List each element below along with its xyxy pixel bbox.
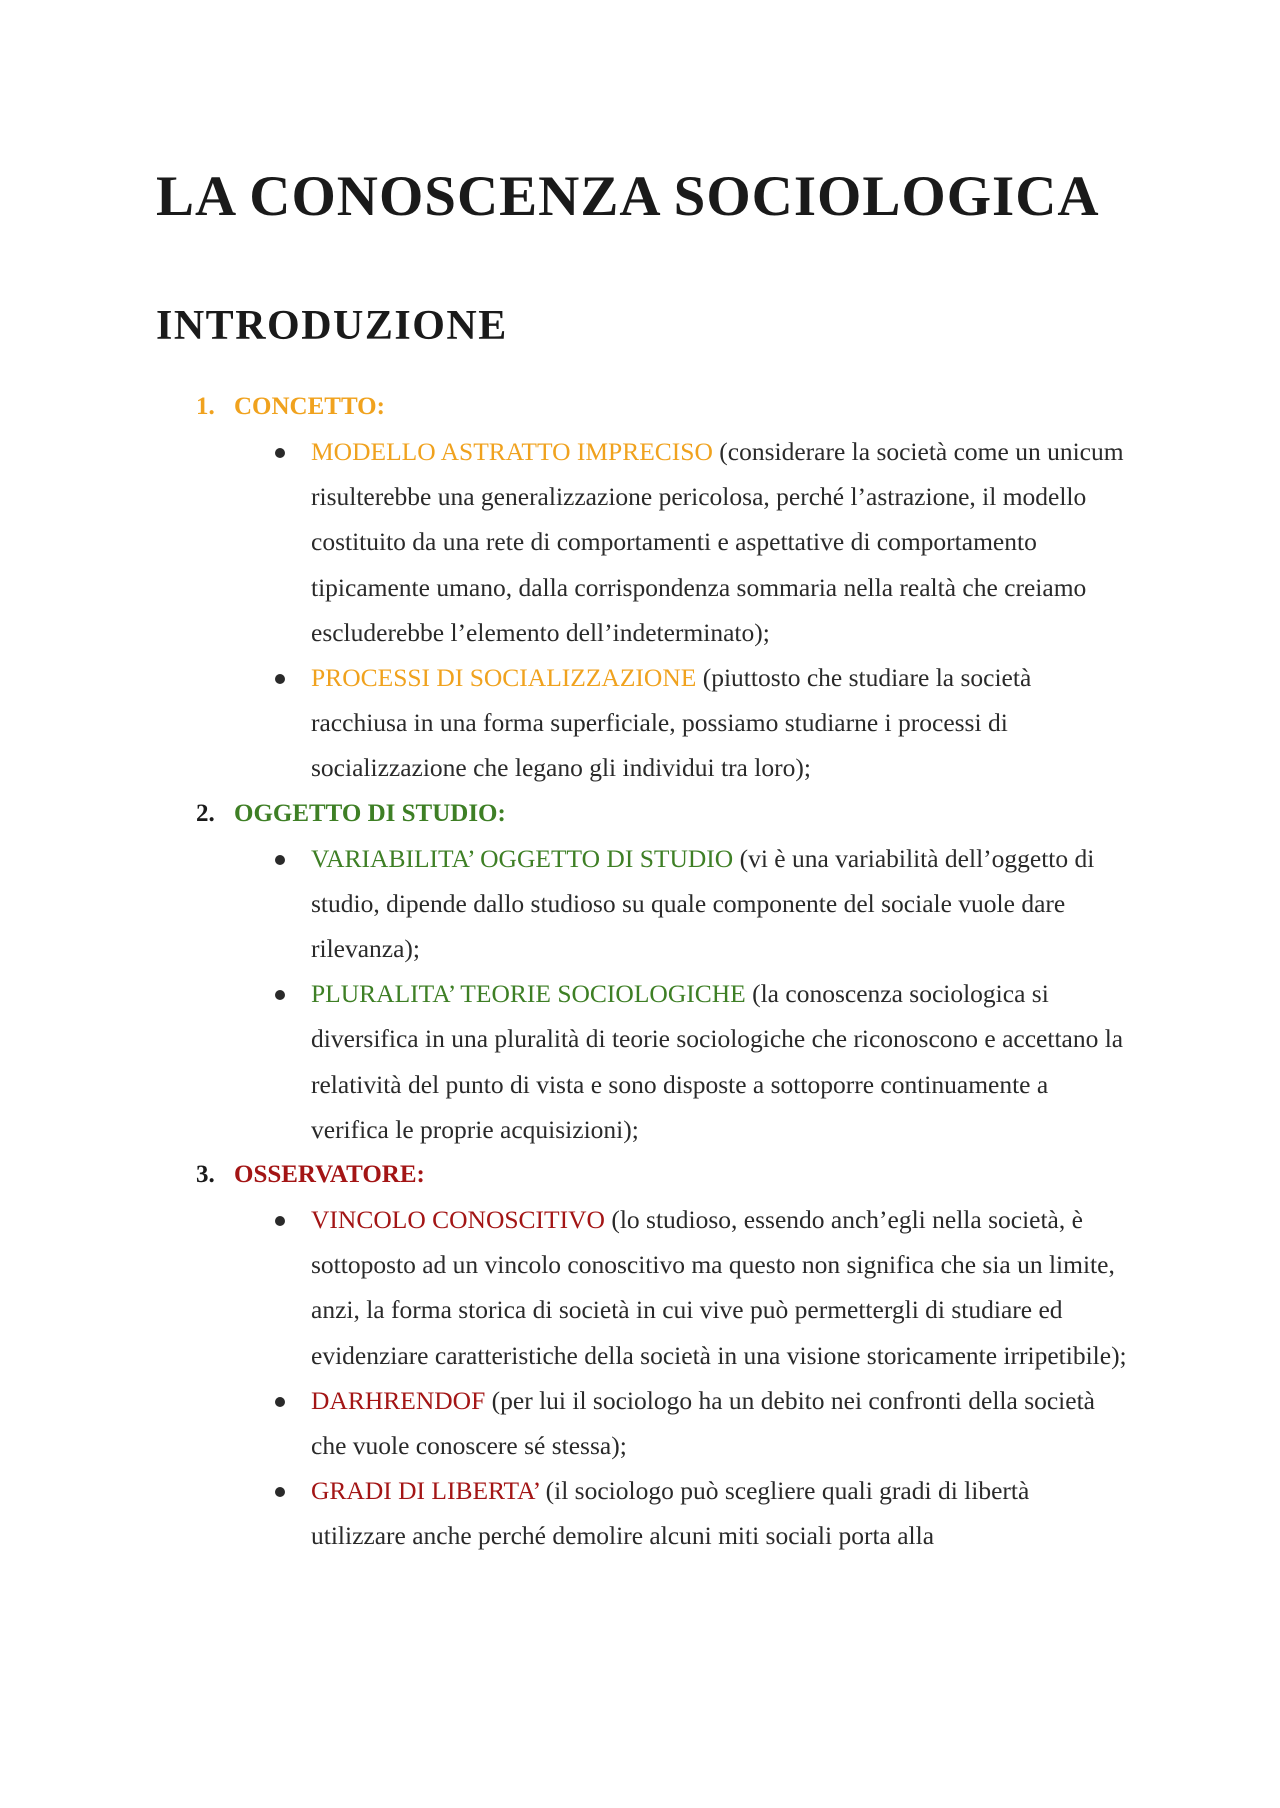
outline-heading-text: CONCETTO: [234,393,385,420]
bullet-keyword: PROCESSI DI SOCIALIZZAZIONE [311,663,697,693]
bullet-text: (lo studioso, essendo anch’egli nella società, è sottoposto ad un vincolo conoscitivo ma questo non significa che sia un limite, anzi, la forma storica di società in cui vive può permettergli di studiare ed evidenziare caratteristiche della società in una visione storicamente irripetibile); [311,1205,1127,1370]
bullet-dot-icon [275,1487,285,1497]
bullet-keyword: VARIABILITA’ OGGETTO DI STUDIO [311,843,734,873]
bullet-dot-icon [275,855,285,865]
bullet-text: (per lui il sociologo ha un debito nei confronti della società che vuole conoscere sé stessa); [311,1385,1095,1461]
outline-item-oggetto-di-studio [156,791,1146,1152]
outline-number: 3. [196,1161,215,1189]
bullet-keyword: VINCOLO CONOSCITIVO [311,1205,605,1235]
outline-heading-osservatore [156,1152,1146,1197]
outline-heading-oggetto-di-studio [156,791,1146,836]
bullet-pluralita-teorie [156,971,1146,1152]
bullet-text: (piuttosto che studiare la società racchiusa in una forma superficiale, possiamo studiarne i processi di socializzazione che legano gli individui tra loro); [311,663,1032,783]
outline-heading-concetto [156,384,1146,429]
bullet-text: (il sociologo può scegliere quali gradi di libertà utilizzare anche perché demolire alcuni miti sociali porta alla [311,1476,1030,1551]
bullet-keyword: GRADI DI LIBERTA’ [311,1476,540,1506]
bullet-dot-icon [275,990,285,1000]
bullet-keyword: DARHRENDOF [311,1385,486,1415]
outline-item-osservatore [156,1152,1146,1559]
bullet-list-concetto [156,429,1146,791]
bullet-keyword: PLURALITA’ TEORIE SOCIOLOGICHE [311,979,746,1009]
bullet-keyword: MODELLO ASTRATTO IMPRECISO [311,437,713,466]
bullet-vincolo-conoscitivo [156,1197,1146,1378]
outline-heading-text: OGGETTO DI STUDIO: [234,799,506,827]
bullet-dot-icon [275,1397,285,1407]
numbered-outline [156,384,1146,1559]
document-title: LA CONOSCENZA SOCIOLOGICA [156,165,1100,228]
bullet-modello-astratto [156,429,1146,655]
bullet-dot-icon [275,448,285,458]
bullet-text: (considerare la società come un unicum risulterebbe una generalizzazione pericolosa, perché l’astrazione, il modello costituito da una rete di comportamenti e aspettative di comportamento tipicamente umano, dalla corrispondenza sommaria nella realtà che creiamo escluderebbe l’elemento dell’indeterminato); [311,437,1124,647]
bullet-list-osservatore [156,1197,1146,1559]
bullet-text: (la conoscenza sociologica si diversifica in una pluralità di teorie sociologiche che riconoscono e accettano la relatività del punto di vista e sono disposte a sottoporre continuamente a verifica le proprie acquisizioni); [311,979,1124,1144]
bullet-processi-socializzazione [156,655,1146,791]
bullet-dot-icon [275,1216,285,1226]
bullet-gradi-di-liberta [156,1468,1146,1558]
outline-item-concetto [156,384,1146,791]
outline-heading-text: OSSERVATORE: [234,1161,425,1189]
bullet-darhrendof [156,1378,1146,1468]
outline-number: 2. [196,799,215,827]
bullet-dot-icon [275,674,285,684]
outline-number: 1. [196,393,215,420]
bullet-variabilita-oggetto [156,836,1146,972]
bullet-text: (vi è una variabilità dell’oggetto di studio, dipende dallo studioso su quale componente del sociale vuole dare rilevanza); [311,843,1095,964]
section-heading-introduzione: INTRODUZIONE [156,303,508,349]
bullet-list-oggetto-di-studio [156,836,1146,1152]
